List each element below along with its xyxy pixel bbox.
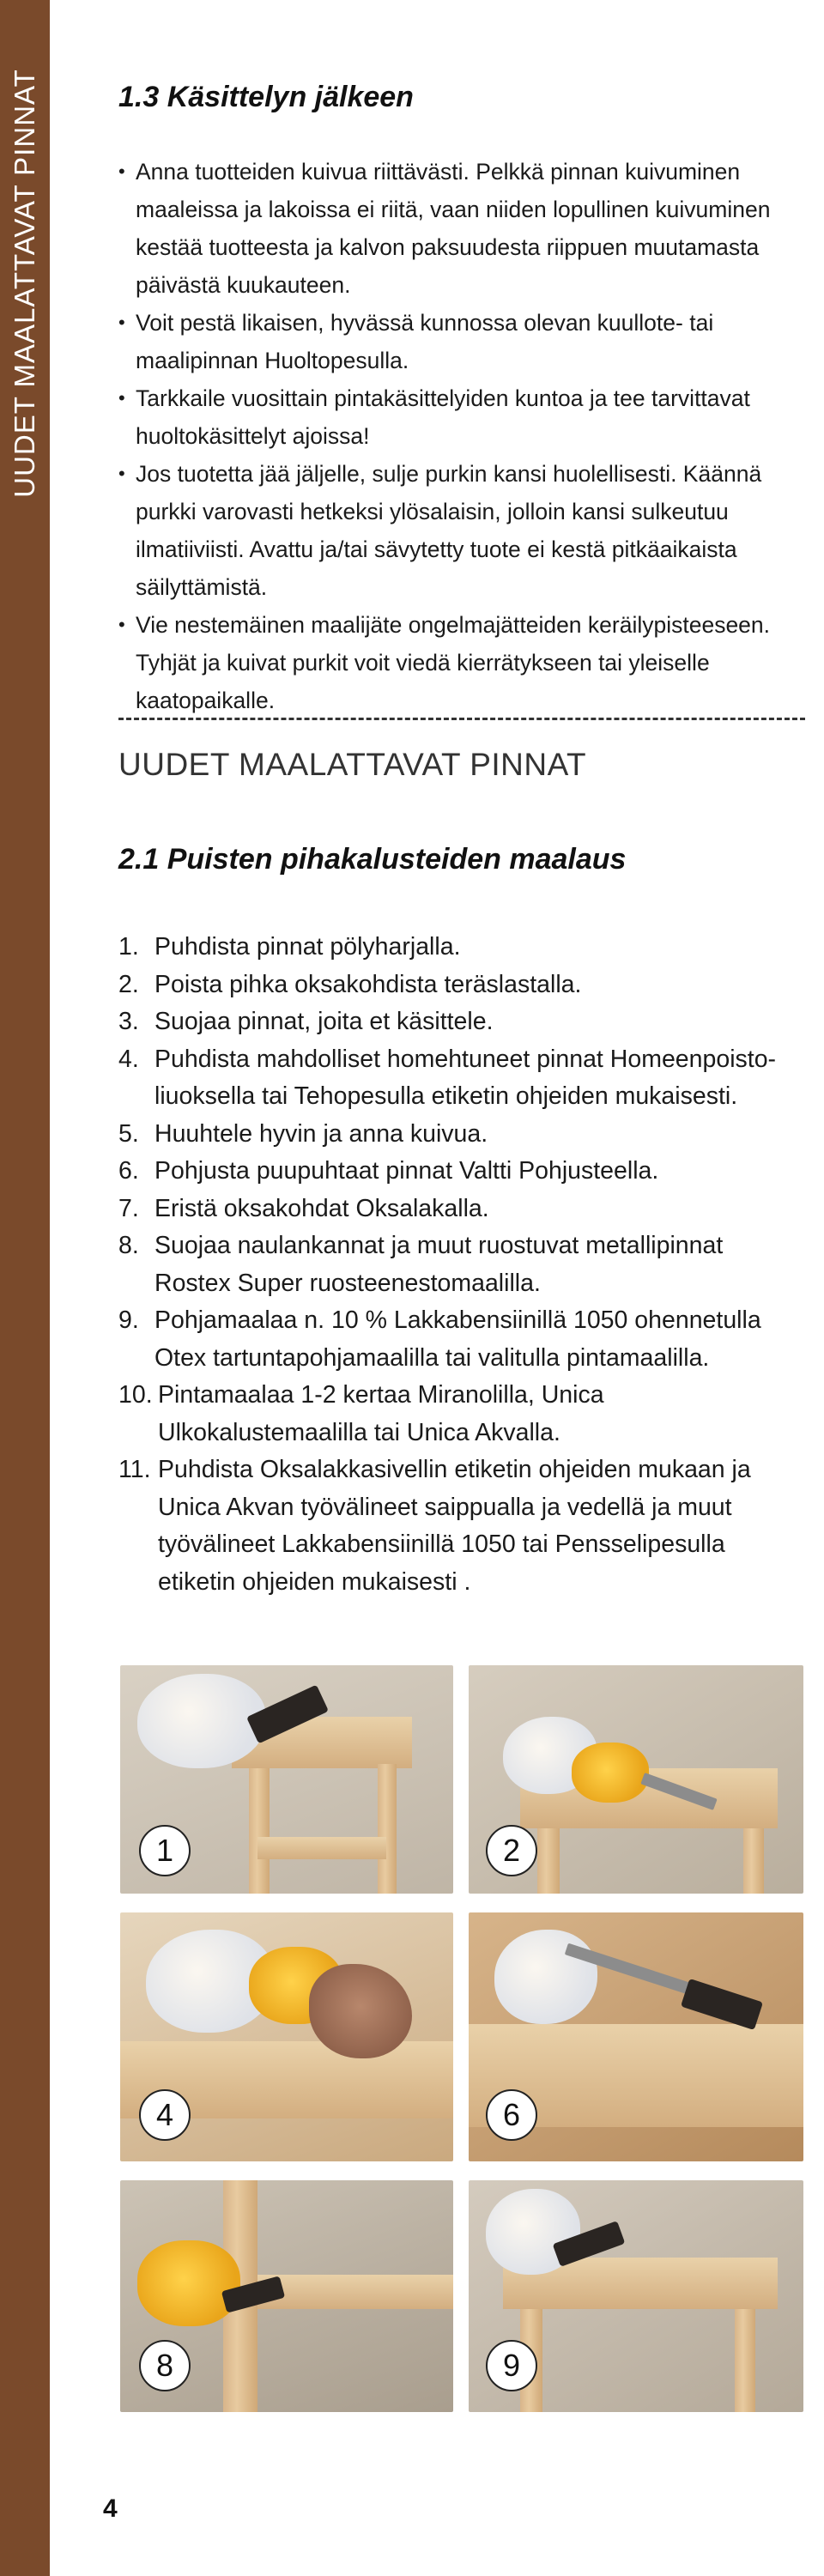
- section-1-3-title: 1.3 Käsittelyn jälkeen: [118, 81, 414, 113]
- section-2-1-steps: [118, 929, 805, 1601]
- sidebar-label: UUDET MAALATTAVAT PINNAT: [9, 69, 40, 498]
- step-number: 11.: [118, 1456, 151, 1483]
- step-item: [118, 1302, 805, 1377]
- sidebar-band: [0, 0, 50, 2576]
- step-badge: 1: [139, 1825, 191, 1876]
- step-item: [118, 1377, 805, 1452]
- step-item: [118, 967, 805, 1004]
- step-number: 5.: [118, 1119, 139, 1148]
- list-item: • Jos tuotetta jää jäljelle, sulje purkin kansi huolellisesti. Käännä purkki varovasti hetkeksi ylösalaisin, jolloin kansi sulkeutuu ilmatiiviisti. Avattu ja/tai sävytetty tuote ei kestä pitkäaikaista säilyttämistä.: [118, 455, 805, 606]
- brush-priming-photo: [469, 1912, 803, 2161]
- step-item: [118, 1452, 805, 1601]
- cloth-wiping-photo: [120, 1912, 453, 2161]
- step-number: 8.: [118, 1232, 139, 1259]
- step-badge: 9: [486, 2340, 537, 2391]
- step-badge: 8: [139, 2340, 191, 2391]
- step-text: Huuhtele hyvin ja anna kuivua.: [154, 1119, 488, 1148]
- step-text: Pohjamaalaa n. 10 % Lakkabensiinillä 1050 ohennetulla Otex tartuntapohjamaalilla tai valitulla pintamaalilla.: [154, 1306, 761, 1372]
- list-item: • Tarkkaile vuosittain pintakäsittelyiden kuntoa ja tee tarvittavat huoltokäsittelyt ajoissa!: [118, 379, 805, 455]
- scraper-resin-photo: [469, 1665, 803, 1894]
- list-item: • Anna tuotteiden kuivua riittävästi. Pelkkä pinnan kuivuminen maaleissa ja lakoissa ei riitä, vaan niiden lopullinen kuivuminen kestää tuotteesta ja kalvon paksuudesta riippuen muutamasta päivästä kuukauteen.: [118, 153, 805, 304]
- section-2-1-title: 2.1 Puisten pihakalusteiden maalaus: [118, 843, 627, 876]
- page-number: 4: [103, 2494, 118, 2523]
- dashed-divider: [118, 718, 805, 720]
- step-text: Puhdista mahdolliset homehtuneet pinnat Homeenpoisto-liuoksella tai Tehopesulla etiketin ohjeiden mukaisesti.: [154, 1045, 777, 1110]
- step-item: [118, 1227, 805, 1302]
- step-item: [118, 1191, 805, 1228]
- step-number: 9.: [118, 1306, 139, 1334]
- step-text: Suojaa naulankannat ja muut ruostuvat metallipinnat Rostex Super ruosteenestomaalilla.: [154, 1232, 724, 1297]
- brush-metal-protect-photo: [120, 2180, 453, 2412]
- step-text: Puhdista pinnat pölyharjalla.: [154, 933, 461, 961]
- step-number: 4.: [118, 1045, 139, 1073]
- step-text: Pohjusta puupuhtaat pinnat Valtti Pohjusteella.: [154, 1157, 659, 1185]
- brush-dusting-stool-photo: [120, 1665, 453, 1894]
- step-number: 2.: [118, 970, 139, 998]
- step-badge: 6: [486, 2089, 537, 2141]
- step-item: [118, 1116, 805, 1154]
- section-1-3-list: [118, 153, 805, 719]
- step-text: Pintamaalaa 1-2 kertaa Miranolilla, Unica Ulkokalustemaalilla tai Unica Akvalla.: [158, 1381, 604, 1446]
- list-item: • Voit pestä likaisen, hyvässä kunnossa olevan kuullote- tai maalipinnan Huoltopesulla.: [118, 304, 805, 379]
- step-badge: 4: [139, 2089, 191, 2141]
- step-number: 10.: [118, 1381, 153, 1409]
- step-text: Puhdista Oksalakkasivellin etiketin ohjeiden mukaan ja Unica Akvan työvälineet saippualla ja vedellä ja muut työvälineet Lakkabensiinillä 1050 tai Pensselipesulla etiketin ohjeiden mukaisesti .: [158, 1456, 751, 1596]
- step-item: [118, 1003, 805, 1041]
- step-item: [118, 929, 805, 967]
- step-item: [118, 1041, 805, 1116]
- step-number: 7.: [118, 1194, 139, 1222]
- step-badge: 2: [486, 1825, 537, 1876]
- step-item: [118, 1153, 805, 1191]
- brush-base-coat-photo: [469, 2180, 803, 2412]
- step-number: 6.: [118, 1157, 139, 1185]
- step-text: Poista pihka oksakohdista teräslastalla.: [154, 970, 582, 998]
- step-text: Suojaa pinnat, joita et käsittele.: [154, 1008, 494, 1035]
- step-text: Eristä oksakohdat Oksalakalla.: [154, 1194, 489, 1222]
- step-number: 1.: [118, 933, 139, 961]
- step-number: 3.: [118, 1008, 139, 1035]
- section-header: UUDET MAALATTAVAT PINNAT: [118, 747, 587, 782]
- list-item: • Vie nestemäinen maalijäte ongelmajätteiden keräilypisteeseen. Tyhjät ja kuivat purkit voit viedä kierrätykseen tai yleiselle kaatopaikalle.: [118, 606, 805, 719]
